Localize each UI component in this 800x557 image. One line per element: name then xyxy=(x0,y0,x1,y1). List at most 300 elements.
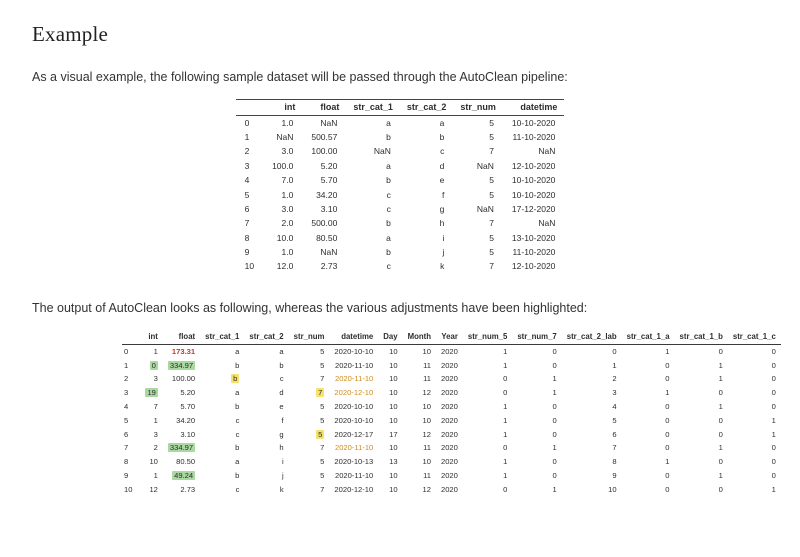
table-cell: 10 xyxy=(389,388,398,398)
output-table-body xyxy=(122,344,781,496)
table-cell: 2020 xyxy=(440,374,458,384)
table-cell: c xyxy=(386,203,391,214)
table-cell: k xyxy=(279,484,284,494)
table-cell: 1 xyxy=(718,470,723,480)
output-col-str_cat_1_c: str_cat_1_c xyxy=(728,329,781,344)
table-cell: 5.70 xyxy=(180,402,196,412)
table-cell: d xyxy=(439,160,445,171)
table-cell: NaN xyxy=(276,132,294,143)
table-cell: 0 xyxy=(718,388,723,398)
table-cell: 0 xyxy=(771,374,776,384)
table-cell: 3 xyxy=(153,374,158,384)
table-cell: 5 xyxy=(489,175,494,186)
table-cell: 1 xyxy=(503,402,508,412)
table-cell: 10 xyxy=(389,346,398,356)
table-row xyxy=(122,344,781,358)
table-row xyxy=(236,144,565,158)
table-cell: 2020 xyxy=(440,429,458,439)
table-cell: 11-10-2020 xyxy=(512,132,556,143)
table-row xyxy=(122,372,781,386)
table-cell: 5 xyxy=(320,457,325,467)
output-col-int: int xyxy=(140,329,162,344)
table-cell: c xyxy=(235,415,240,425)
row-index: 0 xyxy=(124,346,129,356)
table-cell: NaN xyxy=(476,160,494,171)
table-cell: 1 xyxy=(718,360,723,370)
table-cell: c xyxy=(235,429,240,439)
row-index: 6 xyxy=(124,429,129,439)
table-cell: c xyxy=(386,261,391,272)
table-cell: 2020 xyxy=(440,484,458,494)
table-cell: 0 xyxy=(552,470,557,480)
table-cell: 0 xyxy=(718,429,723,439)
table-cell: 10 xyxy=(389,443,398,453)
input-col-datetime: datetime xyxy=(503,99,564,115)
row-index: 4 xyxy=(124,402,129,412)
table-cell: 2020-10-10 xyxy=(334,346,374,356)
row-index: 0 xyxy=(244,117,250,128)
highlighted-value: 334.97 xyxy=(169,443,194,453)
table-cell: 6 xyxy=(612,429,617,439)
table-cell: 2 xyxy=(153,443,158,453)
input-table-head xyxy=(236,99,565,115)
table-cell: b xyxy=(235,470,240,480)
table-row xyxy=(236,259,565,273)
table-cell: 10 xyxy=(608,484,617,494)
table-cell: b xyxy=(386,175,391,186)
output-col-Day: Day xyxy=(378,329,402,344)
table-cell: 0 xyxy=(612,346,617,356)
table-cell: 5 xyxy=(489,117,494,128)
intro-paragraph: As a visual example, the following sample dataset will be passed through the AutoClean pipeline: xyxy=(32,70,568,84)
output-col-str_cat_1_a: str_cat_1_a xyxy=(622,329,675,344)
table-cell: 2020-12-17 xyxy=(334,429,374,439)
table-cell: 3 xyxy=(153,429,158,439)
table-cell: 17-12-2020 xyxy=(511,203,556,214)
table-cell: 7 xyxy=(320,374,325,384)
table-cell: NaN xyxy=(320,247,338,258)
table-cell: 7 xyxy=(320,443,325,453)
table-cell: 0 xyxy=(552,429,557,439)
highlighted-value: b xyxy=(233,374,238,384)
table-cell: 5 xyxy=(612,415,617,425)
table-cell: 1 xyxy=(153,346,158,356)
highlighted-value: 0 xyxy=(151,360,156,370)
highlighted-value: 7 xyxy=(318,388,323,398)
row-index: 8 xyxy=(244,232,250,243)
table-row xyxy=(122,358,781,372)
output-col-str_cat_2_lab: str_cat_2_lab xyxy=(562,329,622,344)
row-index: 7 xyxy=(244,218,250,229)
table-cell: c xyxy=(440,146,445,157)
output-col-str_num_5: str_num_5 xyxy=(463,329,512,344)
table-cell: 0 xyxy=(552,415,557,425)
table-row xyxy=(236,159,565,173)
table-cell: a xyxy=(279,346,284,356)
table-cell: 1 xyxy=(503,415,508,425)
table-cell xyxy=(289,427,330,441)
table-cell: 12 xyxy=(422,429,431,439)
highlighted-value: 5 xyxy=(318,429,323,439)
input-table-container xyxy=(32,99,768,274)
highlighted-value: 173.31 xyxy=(171,346,196,356)
table-row xyxy=(122,469,781,483)
output-col-str_num: str_num xyxy=(289,329,330,344)
row-index: 1 xyxy=(244,132,250,143)
table-cell: 11 xyxy=(423,360,431,370)
table-cell: 7 xyxy=(489,146,494,157)
table-row xyxy=(236,231,565,245)
table-cell: 1 xyxy=(771,484,776,494)
output-col-str_cat_1: str_cat_1 xyxy=(200,329,244,344)
table-cell: 4 xyxy=(612,402,617,412)
table-cell xyxy=(329,441,378,455)
table-cell: 10-10-2020 xyxy=(511,175,556,186)
table-cell: 0 xyxy=(665,470,670,480)
table-cell: 13-10-2020 xyxy=(511,232,556,243)
table-cell: 1 xyxy=(153,415,158,425)
table-cell: 11 xyxy=(423,374,431,384)
input-col-str_cat_2: str_cat_2 xyxy=(400,99,454,115)
output-col-str_num_7: str_num_7 xyxy=(512,329,561,344)
row-index: 5 xyxy=(244,189,250,200)
table-cell: b xyxy=(386,247,391,258)
table-cell: 3.10 xyxy=(180,429,196,439)
table-cell: 10 xyxy=(389,374,398,384)
input-col-str_cat_1: str_cat_1 xyxy=(346,99,400,115)
table-cell: b xyxy=(235,402,240,412)
output-col-float: float xyxy=(163,329,200,344)
output-col-Month: Month xyxy=(403,329,436,344)
row-index: 6 xyxy=(244,203,250,214)
table-cell: 0 xyxy=(718,346,723,356)
table-cell: 1 xyxy=(503,360,508,370)
table-row xyxy=(122,427,781,441)
table-cell: 2020-10-10 xyxy=(334,415,374,425)
table-cell: 0 xyxy=(771,457,776,467)
input-col-index xyxy=(236,99,263,115)
table-cell: 100.00 xyxy=(171,374,196,384)
table-cell xyxy=(163,441,200,455)
highlighted-value: 2020-11-10 xyxy=(334,443,374,453)
table-cell: 0 xyxy=(771,346,776,356)
table-cell: 10 xyxy=(422,415,431,425)
table-cell: c xyxy=(235,484,240,494)
table-cell: h xyxy=(439,218,445,229)
table-cell: 5 xyxy=(320,470,325,480)
table-cell: 2020-10-13 xyxy=(334,457,374,467)
table-cell: g xyxy=(279,429,284,439)
table-row xyxy=(122,400,781,414)
table-cell: 2020 xyxy=(440,443,458,453)
table-cell: 10 xyxy=(389,470,398,480)
table-row xyxy=(236,216,565,230)
table-cell: 7.0 xyxy=(281,175,294,186)
table-cell: 1.0 xyxy=(281,189,294,200)
table-cell: e xyxy=(279,402,284,412)
row-index: 9 xyxy=(124,470,129,480)
table-cell: 0 xyxy=(503,443,508,453)
table-cell: 1 xyxy=(771,415,776,425)
table-row xyxy=(236,173,565,187)
table-row xyxy=(122,455,781,469)
table-row xyxy=(236,202,565,216)
highlighted-value: 49.24 xyxy=(174,470,194,480)
table-cell: 500.00 xyxy=(311,218,338,229)
table-cell: 0 xyxy=(665,443,670,453)
table-cell: 5 xyxy=(320,346,325,356)
table-cell xyxy=(289,386,330,400)
table-cell: 5 xyxy=(320,360,325,370)
table-row xyxy=(122,386,781,400)
table-row xyxy=(122,482,781,496)
table-cell: 7 xyxy=(153,402,158,412)
table-row xyxy=(122,441,781,455)
table-cell: 34.20 xyxy=(176,415,196,425)
table-cell: b xyxy=(235,360,240,370)
table-cell: a xyxy=(386,232,391,243)
table-cell: 1 xyxy=(718,443,723,453)
output-col-str_cat_1_b: str_cat_1_b xyxy=(675,329,728,344)
table-cell: NaN xyxy=(320,117,338,128)
table-cell: 0 xyxy=(503,388,508,398)
table-row xyxy=(236,187,565,201)
table-cell: 11 xyxy=(423,443,431,453)
input-header-row xyxy=(236,99,565,115)
table-cell: 1.0 xyxy=(281,247,294,258)
table-cell: j xyxy=(442,247,445,258)
table-cell: 17 xyxy=(389,429,398,439)
table-cell: NaN xyxy=(373,146,391,157)
table-cell: 0 xyxy=(665,429,670,439)
table-cell: h xyxy=(279,443,284,453)
table-cell: 7 xyxy=(489,218,494,229)
row-index: 3 xyxy=(244,160,250,171)
table-cell: 5.20 xyxy=(320,160,338,171)
row-index: 9 xyxy=(244,247,250,258)
table-cell: a xyxy=(386,160,391,171)
output-col-Year: Year xyxy=(436,329,463,344)
table-cell: 10.0 xyxy=(276,232,294,243)
table-cell: 3.10 xyxy=(320,203,338,214)
table-cell: a xyxy=(235,457,240,467)
table-cell: 2020 xyxy=(440,470,458,480)
table-cell: 0 xyxy=(665,484,670,494)
table-cell xyxy=(163,344,200,358)
table-cell: 5 xyxy=(489,247,494,258)
table-cell: 0 xyxy=(718,484,723,494)
table-cell: 1.0 xyxy=(281,117,294,128)
table-cell: 0 xyxy=(665,360,670,370)
table-cell: 10 xyxy=(389,484,398,494)
table-cell: 0 xyxy=(503,374,508,384)
table-cell xyxy=(200,372,244,386)
table-cell: NaN xyxy=(538,218,556,229)
table-cell: 34.20 xyxy=(316,189,338,200)
table-cell: b xyxy=(235,443,240,453)
row-index: 1 xyxy=(124,360,129,370)
table-cell: 12-10-2020 xyxy=(511,261,556,272)
table-cell: 7 xyxy=(320,484,325,494)
table-row xyxy=(236,115,565,130)
table-cell: j xyxy=(281,470,284,480)
table-row xyxy=(236,130,565,144)
table-cell: a xyxy=(235,346,240,356)
table-cell: 5 xyxy=(489,132,494,143)
table-cell: a xyxy=(386,117,391,128)
table-cell: 2.0 xyxy=(281,218,294,229)
table-cell: 2020-11-10 xyxy=(334,470,374,480)
output-table-container xyxy=(32,329,776,496)
table-cell: 5 xyxy=(489,189,494,200)
table-cell: 0 xyxy=(771,443,776,453)
table-cell xyxy=(163,358,200,372)
table-cell: 0 xyxy=(503,484,508,494)
table-cell: 10-10-2020 xyxy=(511,189,556,200)
table-cell: 2020 xyxy=(440,360,458,370)
output-header-row xyxy=(122,329,781,344)
output-col-index xyxy=(122,329,140,344)
input-col-int: int xyxy=(263,99,302,115)
output-col-str_cat_2: str_cat_2 xyxy=(244,329,288,344)
table-cell: a xyxy=(235,388,240,398)
highlighted-value: 334.97 xyxy=(169,360,194,370)
table-cell: 12 xyxy=(422,388,431,398)
table-cell: 2020 xyxy=(440,457,458,467)
table-cell: 0 xyxy=(718,457,723,467)
table-cell: 10-10-2020 xyxy=(511,117,556,128)
table-cell: 5.70 xyxy=(320,175,338,186)
table-cell: 0 xyxy=(771,388,776,398)
table-cell: 0 xyxy=(552,346,557,356)
table-cell: c xyxy=(386,189,391,200)
table-cell: 13 xyxy=(389,457,398,467)
row-index: 3 xyxy=(124,388,129,398)
table-cell: 1 xyxy=(612,360,617,370)
table-cell: a xyxy=(439,117,445,128)
table-row xyxy=(122,413,781,427)
table-cell: 500.57 xyxy=(311,132,338,143)
table-cell: NaN xyxy=(538,146,556,157)
table-cell: 1 xyxy=(503,470,508,480)
table-cell: c xyxy=(279,374,284,384)
table-cell: i xyxy=(281,457,284,467)
table-cell: 9 xyxy=(612,470,617,480)
table-cell: 2020 xyxy=(440,402,458,412)
table-cell xyxy=(163,469,200,483)
table-cell: 1 xyxy=(718,374,723,384)
row-index: 4 xyxy=(244,175,250,186)
table-cell: 5.20 xyxy=(180,388,196,398)
table-cell: 1 xyxy=(503,457,508,467)
table-cell: 1 xyxy=(503,429,508,439)
table-cell: f xyxy=(281,415,284,425)
table-cell: 5 xyxy=(320,402,325,412)
highlighted-value: 19 xyxy=(147,388,156,398)
highlighted-value: 2020-11-10 xyxy=(334,374,374,384)
output-table-head xyxy=(122,329,781,344)
input-col-float: float xyxy=(302,99,346,115)
table-cell: 0 xyxy=(718,415,723,425)
table-cell: 1 xyxy=(552,388,557,398)
table-cell: 1 xyxy=(153,470,158,480)
page-title: Example xyxy=(32,22,109,46)
row-index: 10 xyxy=(124,484,133,494)
table-cell: 2 xyxy=(612,374,617,384)
table-cell: 2020-11-10 xyxy=(334,360,374,370)
table-cell: 2.73 xyxy=(320,261,338,272)
table-cell: 7 xyxy=(489,261,494,272)
input-table-body xyxy=(236,115,565,274)
input-col-str_num: str_num xyxy=(453,99,503,115)
table-cell: 1 xyxy=(665,457,670,467)
table-cell: 10 xyxy=(389,402,398,412)
table-cell: 1 xyxy=(552,443,557,453)
table-cell: 10 xyxy=(422,457,431,467)
table-cell: 10 xyxy=(389,415,398,425)
table-cell: 100.0 xyxy=(272,160,294,171)
table-cell: 1 xyxy=(503,346,508,356)
table-cell: 5 xyxy=(320,415,325,425)
table-cell xyxy=(329,372,378,386)
table-cell: 10 xyxy=(422,402,431,412)
highlighted-value: 2020-12-10 xyxy=(334,388,374,398)
table-cell: 0 xyxy=(665,402,670,412)
table-cell: b xyxy=(386,132,391,143)
table-cell: 100.00 xyxy=(311,146,338,157)
table-cell: 5 xyxy=(489,232,494,243)
table-cell: 3.0 xyxy=(281,146,294,157)
table-cell: e xyxy=(439,175,445,186)
table-cell: 3.0 xyxy=(281,203,294,214)
table-cell: 0 xyxy=(665,374,670,384)
table-cell: 11 xyxy=(423,470,431,480)
table-cell: 2020 xyxy=(440,388,458,398)
table-cell: 0 xyxy=(552,402,557,412)
table-cell: 2020 xyxy=(440,415,458,425)
table-cell: 0 xyxy=(552,360,557,370)
output-col-datetime: datetime xyxy=(329,329,378,344)
table-cell: 12 xyxy=(149,484,158,494)
row-index: 10 xyxy=(244,261,255,272)
table-cell: b xyxy=(386,218,391,229)
table-cell: 12 xyxy=(422,484,431,494)
table-cell: i xyxy=(442,232,445,243)
table-cell: 80.50 xyxy=(176,457,196,467)
row-index: 7 xyxy=(124,443,129,453)
table-cell: NaN xyxy=(476,203,494,214)
table-cell: 12.0 xyxy=(276,261,294,272)
table-cell: 0 xyxy=(771,470,776,480)
table-cell: 80.50 xyxy=(316,232,338,243)
row-index: 2 xyxy=(124,374,129,384)
table-cell: 2.73 xyxy=(180,484,196,494)
table-cell: g xyxy=(439,203,445,214)
table-cell: 2020-10-10 xyxy=(334,402,374,412)
table-cell: b xyxy=(439,132,445,143)
table-cell: 10 xyxy=(422,346,431,356)
table-cell: 8 xyxy=(612,457,617,467)
table-cell: 1 xyxy=(552,484,557,494)
table-cell: 1 xyxy=(552,374,557,384)
table-cell: 2020 xyxy=(440,346,458,356)
table-cell: 1 xyxy=(665,388,670,398)
table-row xyxy=(236,245,565,259)
row-index: 8 xyxy=(124,457,129,467)
table-cell: 1 xyxy=(718,402,723,412)
table-cell: 0 xyxy=(665,415,670,425)
table-cell xyxy=(329,386,378,400)
